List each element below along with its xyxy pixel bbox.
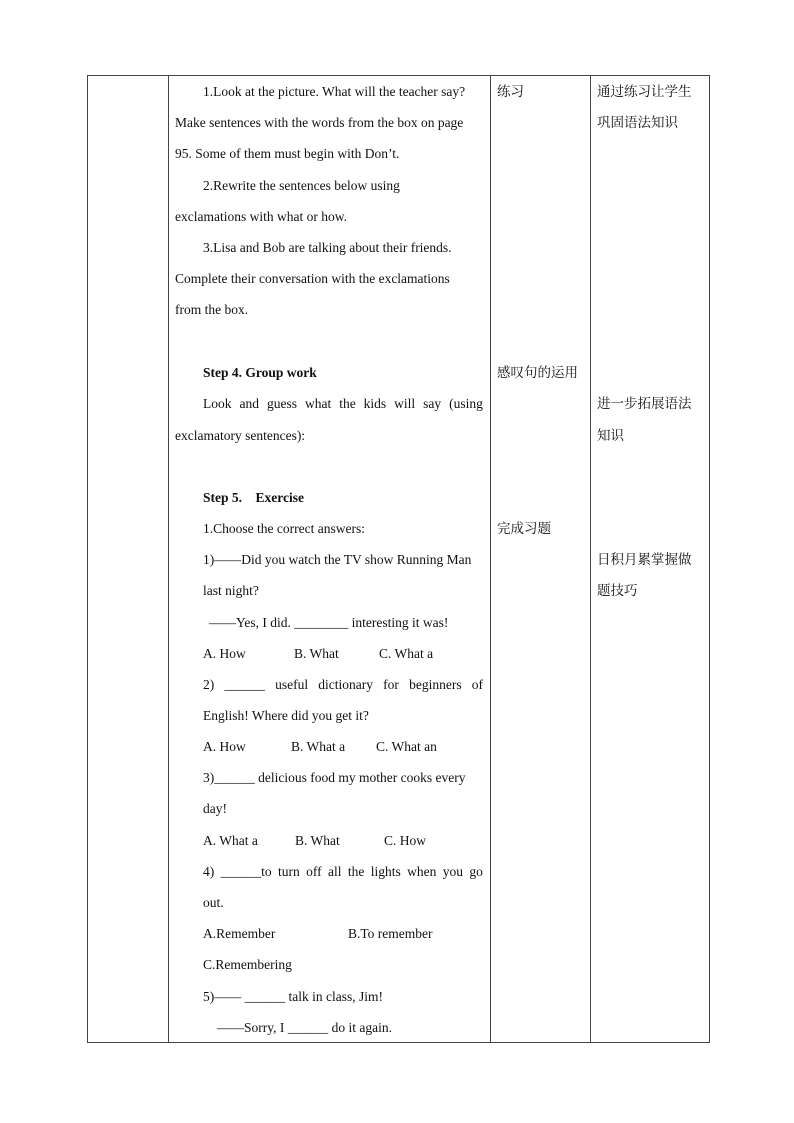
content-label: 完成习题	[497, 521, 551, 537]
text-line: 1.Look at the picture. What will the teacher say?	[203, 84, 466, 99]
lesson-plan-table	[87, 75, 710, 1043]
purpose-cell	[591, 76, 710, 1043]
options-row: A. How B. What a C. What an	[203, 739, 437, 754]
question-4: 4) ______to turn off all the lights when you go	[203, 864, 483, 879]
text-line: from the box.	[175, 302, 249, 317]
text-line-justified: Look and guess what the kids will say (using	[203, 396, 483, 411]
content-cell	[491, 76, 591, 1043]
options-row: A. How B. What C. What a	[203, 646, 434, 661]
question-3: 3)______ delicious food my mother cooks every	[203, 770, 466, 785]
step5-heading: Step 5. Exercise	[203, 490, 304, 505]
text-line: C.Remembering	[203, 957, 292, 972]
question-1: 1)——Did you watch the TV show Running Man	[203, 552, 472, 567]
text-line: 2.Rewrite the sentences below using	[203, 178, 400, 193]
purpose-text: 巩固语法知识	[597, 115, 678, 131]
text-line: Complete their conversation with the exclamations	[175, 271, 450, 286]
text-line: 3.Lisa and Bob are talking about their friends.	[203, 240, 452, 255]
text-line: last night?	[203, 583, 259, 598]
text-line: day!	[203, 801, 227, 816]
purpose-text: 进一步拓展语法	[597, 396, 692, 412]
question-2: 2) ______ useful dictionary for beginners of	[203, 677, 483, 692]
content-label: 练习	[497, 84, 524, 100]
text-line: ——Yes, I did. ________ interesting it was!	[209, 615, 449, 630]
step4-heading: Step 4. Group work	[203, 365, 317, 380]
activities-cell	[169, 76, 491, 1043]
options-row: A.Remember B.To remember	[203, 926, 433, 941]
purpose-text: 通过练习让学生	[597, 84, 692, 100]
blank-column-cell	[88, 76, 169, 1043]
text-line: exclamations with what or how.	[175, 209, 347, 224]
text-line: out.	[203, 895, 224, 910]
purpose-text: 知识	[597, 428, 624, 444]
question-5: 5)—— ______ talk in class, Jim!	[203, 989, 383, 1004]
purpose-text: 日积月累掌握做	[597, 552, 692, 568]
content-label: 感叹句的运用	[497, 365, 578, 381]
text-line: ——Sorry, I ______ do it again.	[217, 1020, 392, 1035]
purpose-text: 题技巧	[597, 583, 638, 599]
text-line: Make sentences with the words from the box on page	[175, 115, 464, 130]
text-line: 95. Some of them must begin with Don’t.	[175, 146, 400, 161]
text-line: 1.Choose the correct answers:	[203, 521, 365, 536]
text-line: exclamatory sentences):	[175, 428, 306, 443]
options-row: A. What a B. What C. How	[203, 833, 427, 848]
text-line: English! Where did you get it?	[203, 708, 369, 723]
